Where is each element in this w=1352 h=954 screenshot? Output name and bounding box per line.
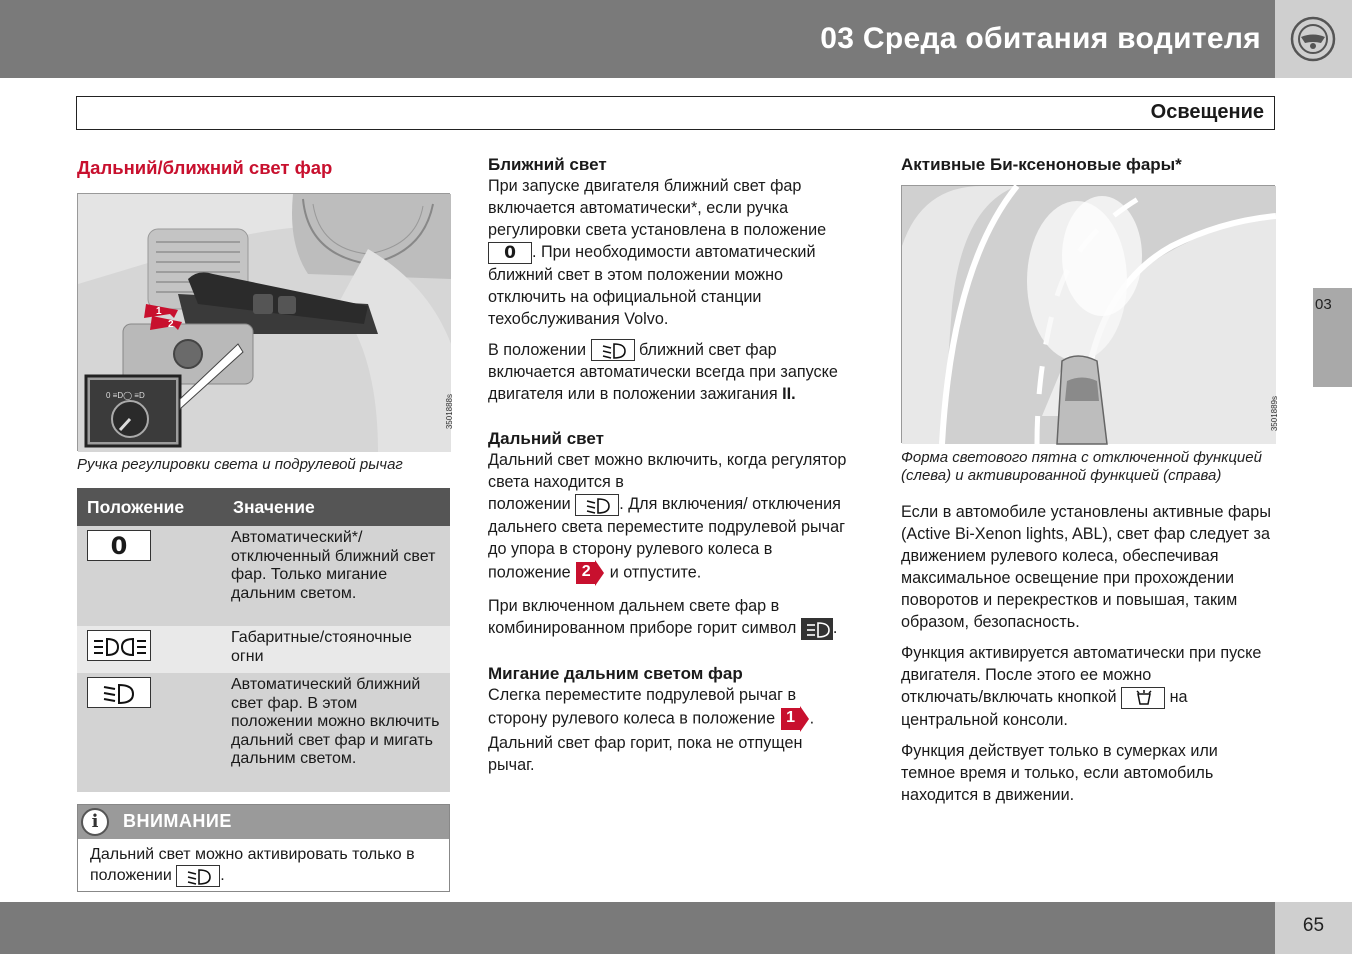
- page-number-box: [1275, 902, 1352, 954]
- abl-beam-figure: [901, 185, 1279, 443]
- low-beam-icon: [87, 677, 151, 708]
- abl-paragraph-3: Функция действует только в сумерках или темное время и только, если автомобиль находится в движении.: [901, 741, 1218, 804]
- parking-lights-icon: [87, 630, 151, 661]
- abl-heading: Активные Би-ксеноновые фары*: [901, 155, 1182, 174]
- table-cell-meaning: Автоматический ближний свет фар. В этом положении можно включить дальний свет фар и мигать дальним светом.: [223, 673, 450, 792]
- steering-wheel-icon: [1290, 16, 1336, 62]
- table-row: [77, 526, 450, 626]
- note-title: ВНИМАНИЕ: [123, 811, 232, 831]
- light-switch-photo: [77, 193, 454, 451]
- figure-caption: Форма светового пятна с отключенной функцией (слева) и активированной функцией (справа): [901, 449, 1262, 484]
- headlights-title: Дальний/ближний свет фар: [77, 157, 333, 178]
- light-position-table: [77, 488, 450, 792]
- high-beam-paragraph-1: Дальний свет можно включить, когда регулятор света находится в положении . Для включения/ отключения дальнего света переместите подрулевой рычаг до упора в сторону рулевого колеса в положение 2 и отпустите.: [488, 449, 853, 586]
- note-text: Дальний свет можно активировать только в положении .: [90, 845, 437, 887]
- section-title: Освещение: [1150, 101, 1264, 123]
- position-1-arrow-icon: 1: [780, 706, 810, 732]
- zero-position-icon: 0: [87, 530, 151, 561]
- table-header-position: Положение: [77, 488, 223, 526]
- column-1: [77, 155, 454, 892]
- chapter-logo: [1275, 0, 1352, 78]
- flash-paragraph: Слегка переместите подрулевой рычаг в сторону рулевого колеса в положение 1 . Дальний свет фар горит, пока не отпущен рычаг.: [488, 685, 815, 774]
- side-tab-label: 03: [1315, 296, 1332, 313]
- table-header-meaning: Значение: [223, 488, 450, 526]
- low-beam-paragraph-1: При запуске двигателя ближний свет фар включается автоматически*, если ручка регулировки света установлена в положение 0 . При необходимости автоматический ближний свет в этом положении можно отключить на официальной станции техобслуживания Volvo.: [488, 177, 827, 328]
- table-cell-meaning: Автоматический*/ отключенный ближний свет фар. Только мигание дальним светом.: [223, 526, 450, 626]
- abl-paragraph-1: Если в автомобиле установлены активные фары (Active Bi-Xenon lights, ABL), свет фар следует за движением рулевого колеса, обеспечивая максимальное освещение при прохождении поворотов и перекрестков и повышая, таким образом, безопасность.: [901, 503, 1271, 631]
- high-beam-heading: Дальний свет: [488, 429, 604, 449]
- note-body: [78, 839, 449, 891]
- header-bar: [0, 0, 1275, 78]
- road-beam-illustration: [902, 186, 1276, 444]
- low-beam-paragraph-2: В положении ближний свет фар включается автоматически всегда при запуске двигателя или в положении зажигания II.: [488, 340, 838, 404]
- figure-code: 3501889s: [1270, 396, 1279, 432]
- svg-text:0 ≡D◯ ≡D: 0 ≡D◯ ≡D: [106, 391, 145, 400]
- column-3: [901, 155, 1279, 806]
- flash-heading: Мигание дальним светом фар: [488, 663, 743, 683]
- high-beam-paragraph-2: При включенном дальнем свете фар в комбинированном приборе горит символ .: [488, 595, 853, 640]
- table-row: [77, 626, 450, 673]
- photo-caption: Ручка регулировки света и подрулевой рычаг: [77, 456, 403, 473]
- section-header: [76, 96, 1275, 130]
- chapter-title: 03 Среда обитания водителя: [820, 22, 1261, 55]
- low-beam-icon: [591, 339, 635, 361]
- svg-text:1: 1: [156, 306, 162, 317]
- low-beam-icon: [176, 865, 220, 887]
- low-beam-icon: [575, 494, 619, 516]
- high-beam-indicator-icon: [801, 618, 833, 640]
- abl-paragraph-2: Функция активируется автоматически при пуске двигателя. После этого ее можно отключать/включать кнопкой на центральной консоли.: [901, 644, 1262, 729]
- table-row: [77, 673, 450, 792]
- dashboard-illustration: [78, 194, 451, 452]
- note-header: [78, 805, 449, 839]
- low-beam-heading: Ближний свет: [488, 155, 607, 174]
- column-2: [488, 155, 853, 776]
- abl-button-icon: [1121, 687, 1165, 709]
- page-number: 65: [1302, 915, 1325, 936]
- attention-note: [77, 804, 450, 892]
- photo-code: 3501888s: [445, 394, 454, 430]
- svg-text:2: 2: [168, 319, 174, 330]
- position-2-arrow-icon: 2: [575, 560, 605, 586]
- chapter-side-tab[interactable]: [1313, 288, 1352, 387]
- footer-bar: [0, 902, 1275, 954]
- zero-position-icon: 0: [488, 242, 532, 264]
- info-icon: i: [81, 808, 109, 836]
- table-cell-meaning: Габаритные/стояночные огни: [223, 626, 450, 673]
